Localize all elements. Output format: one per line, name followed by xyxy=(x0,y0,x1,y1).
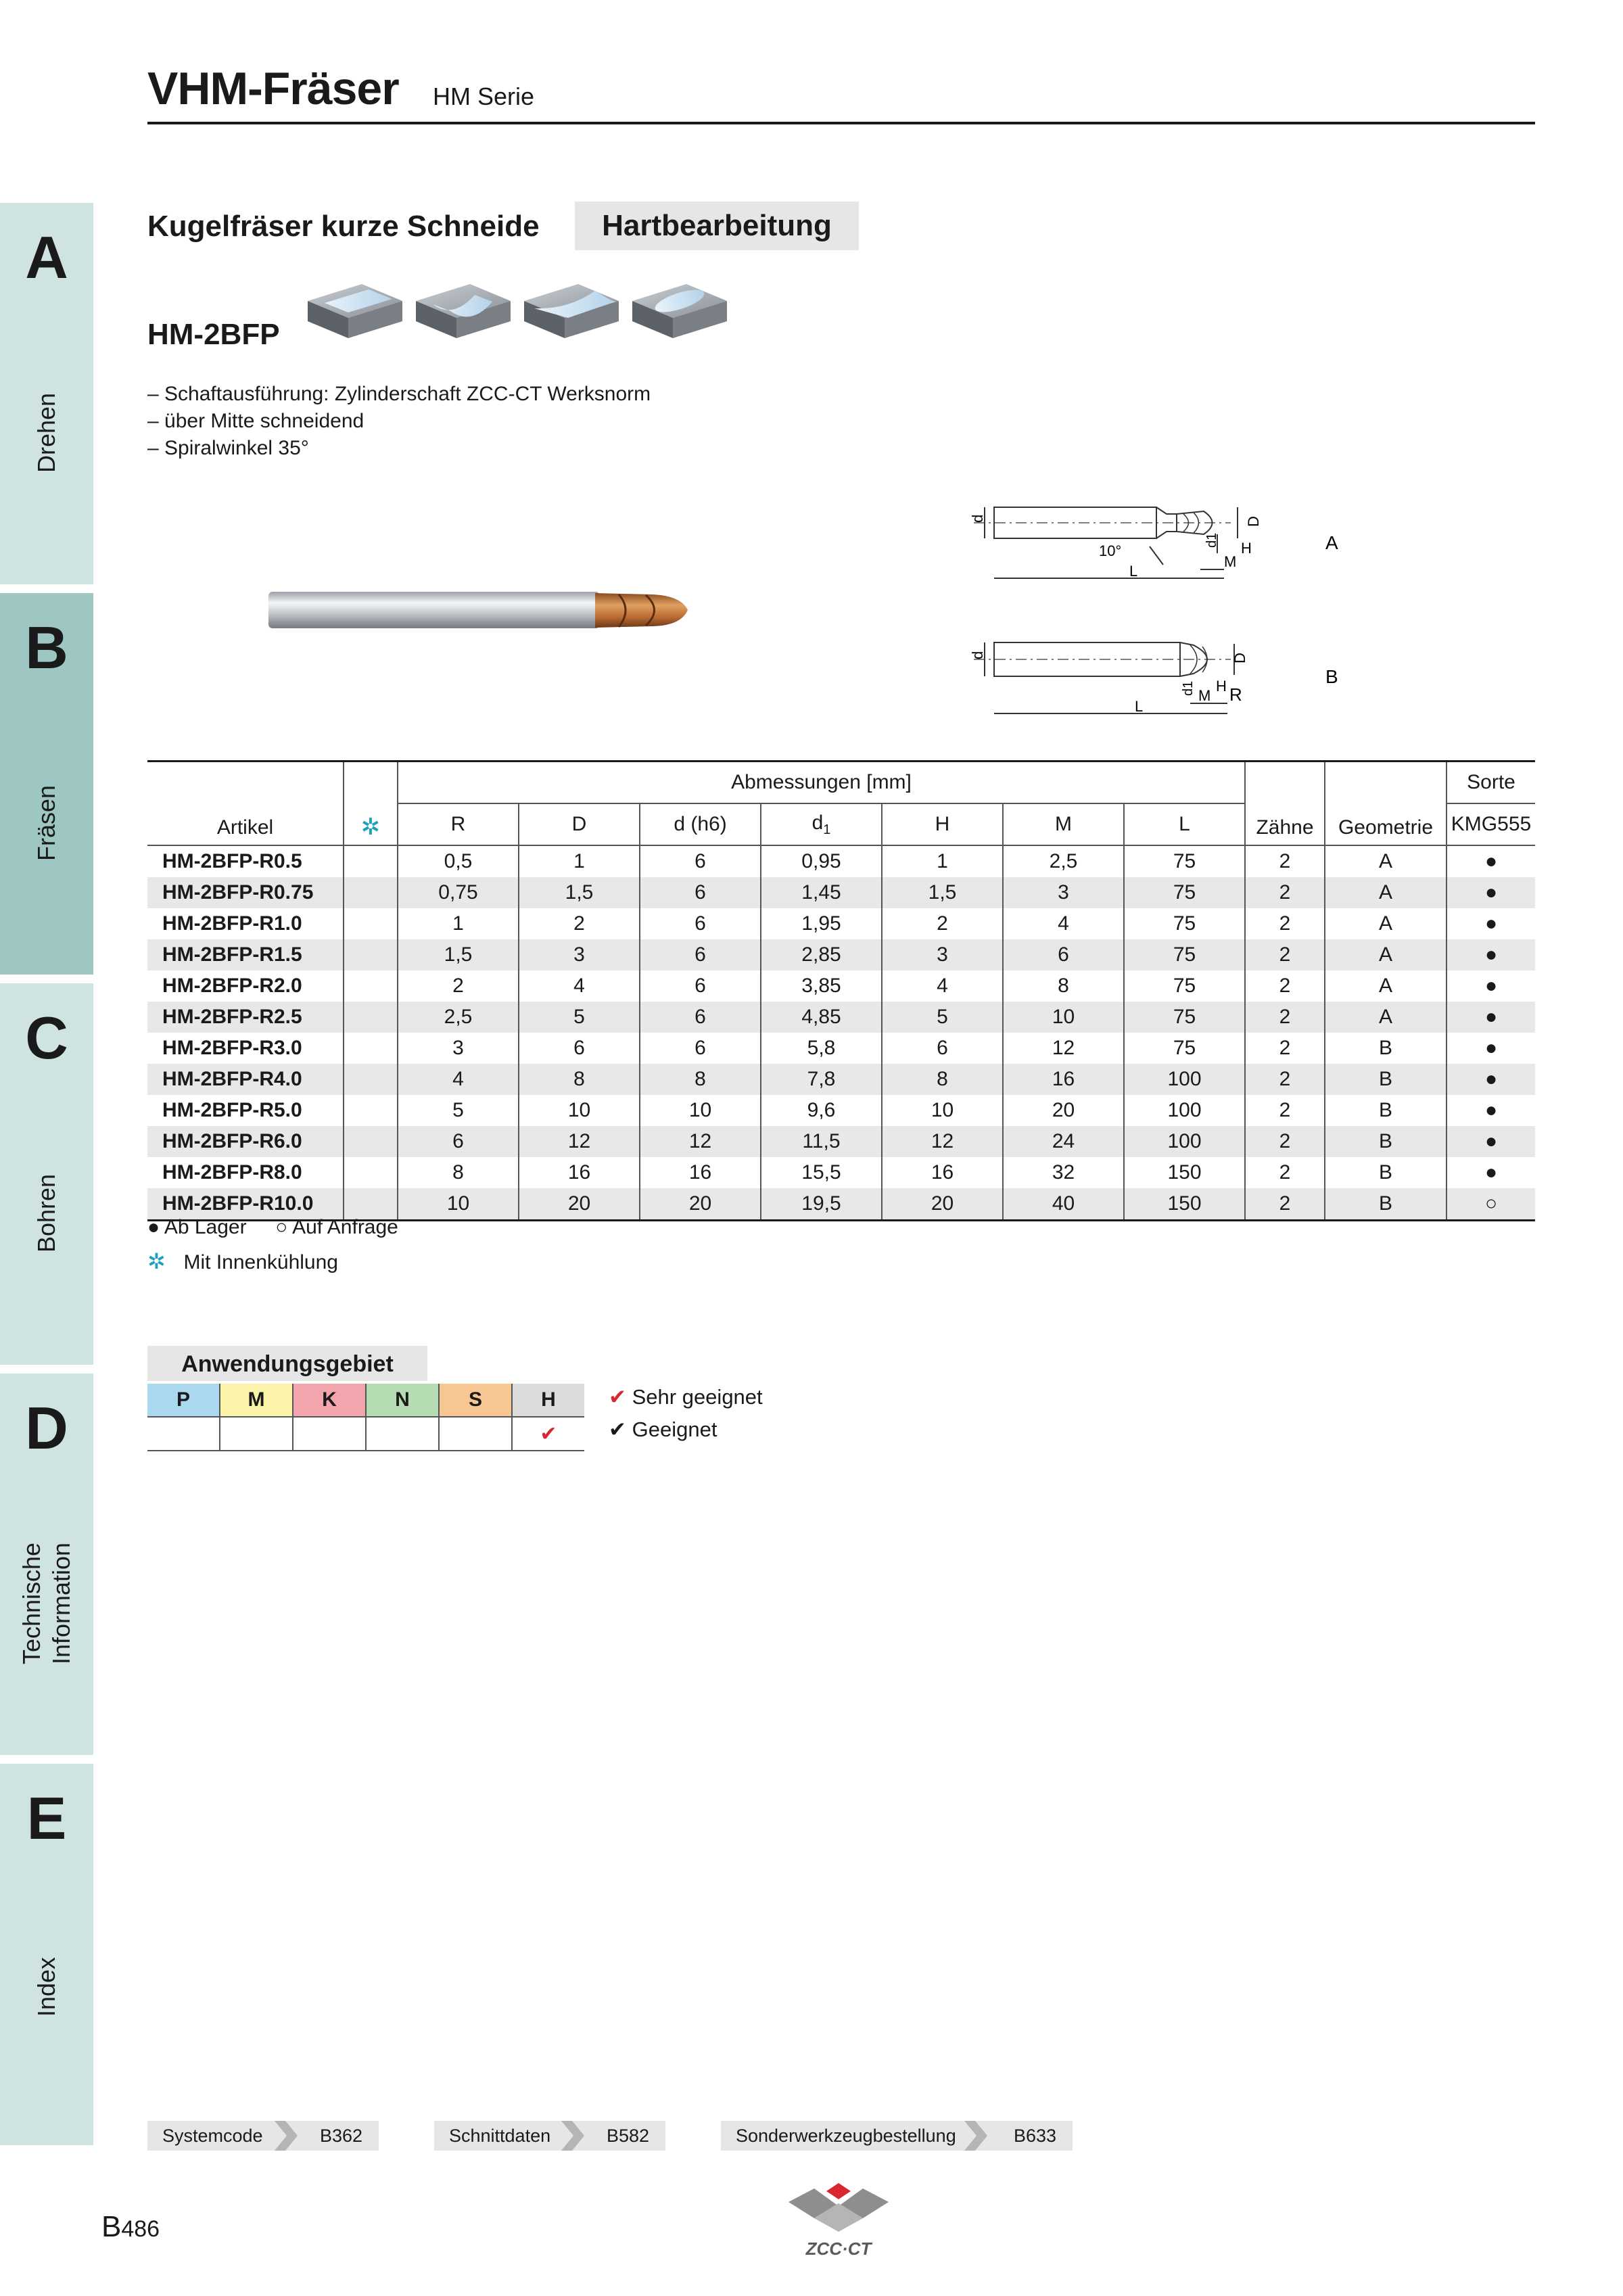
tab-letter: C xyxy=(25,1004,68,1071)
cell-m: 3 xyxy=(1003,877,1124,908)
dim-l: L xyxy=(1129,563,1138,580)
cell-r: 0,75 xyxy=(398,877,519,908)
cell-zaehne: 2 xyxy=(1245,908,1325,939)
cell-sorte: ● xyxy=(1446,877,1535,908)
cell-geometrie: A xyxy=(1325,970,1446,1002)
cell-d-upper: 1 xyxy=(519,845,640,877)
cell-r: 8 xyxy=(398,1157,519,1188)
cell-d-h6: 6 xyxy=(640,1033,761,1064)
dim-d1: d1 xyxy=(1181,680,1196,696)
cell-d-upper: 10 xyxy=(519,1095,640,1126)
suitable-label: Geeignet xyxy=(632,1418,718,1441)
stock-symbol: ● xyxy=(147,1216,160,1238)
tab-label: Bohren xyxy=(32,1173,60,1253)
availability-legend xyxy=(147,1216,398,1239)
request-symbol: ○ xyxy=(275,1216,288,1238)
dim-D: D xyxy=(1231,653,1248,663)
product-code: HM-2BFP xyxy=(147,318,280,351)
col-r: R xyxy=(398,803,519,845)
cell-h: 2 xyxy=(882,908,1003,939)
cell-sorte: ● xyxy=(1446,1064,1535,1095)
sidebar-tab-technische-information[interactable] xyxy=(0,1374,93,1755)
tool-shank xyxy=(268,592,600,628)
cell-artikel: HM-2BFP-R1.5 xyxy=(147,939,344,970)
cell-sorte: ● xyxy=(1446,1033,1535,1064)
cell-r: 10 xyxy=(398,1188,519,1221)
cell-d-h6: 20 xyxy=(640,1188,761,1221)
request-label: Auf Anfrage xyxy=(292,1216,398,1238)
header-rule xyxy=(147,122,1535,124)
table-row xyxy=(147,845,1535,877)
ref-sonderwerkzeugbestellung[interactable] xyxy=(721,2121,1073,2151)
cell-l: 75 xyxy=(1124,845,1245,877)
cell-cooling xyxy=(344,1033,398,1064)
page-prefix: B xyxy=(101,2210,122,2243)
cell-m: 4 xyxy=(1003,908,1124,939)
material-k: K xyxy=(293,1384,366,1417)
snowflake-icon: ✲ xyxy=(360,814,381,840)
cell-zaehne: 2 xyxy=(1245,1095,1325,1126)
cell-h: 5 xyxy=(882,1002,1003,1033)
page-number xyxy=(101,2210,160,2244)
cell-cooling xyxy=(344,845,398,877)
cell-d1: 3,85 xyxy=(761,970,882,1002)
tab-label-line1: Technische xyxy=(18,1542,45,1665)
cell-sorte: ● xyxy=(1446,1157,1535,1188)
cell-d-upper: 8 xyxy=(519,1064,640,1095)
cell-geometrie: A xyxy=(1325,939,1446,970)
dim-d: d xyxy=(969,514,986,523)
snowflake-icon: ✲ xyxy=(147,1249,166,1273)
cell-l: 75 xyxy=(1124,970,1245,1002)
cell-l: 75 xyxy=(1124,939,1245,970)
tab-label-line2: Information xyxy=(47,1542,75,1665)
material-p-suitability xyxy=(147,1417,220,1451)
cell-h: 10 xyxy=(882,1095,1003,1126)
cell-r: 0,5 xyxy=(398,845,519,877)
cell-geometrie: B xyxy=(1325,1095,1446,1126)
workpiece-pocket-icon xyxy=(632,284,727,338)
spec-table xyxy=(147,760,1535,1221)
stock-label: Ab Lager xyxy=(164,1216,247,1238)
col-sorte: KMG555 xyxy=(1446,803,1535,845)
cell-geometrie: A xyxy=(1325,908,1446,939)
feature-center-cutting: – über Mitte schneidend xyxy=(147,410,364,432)
col-artikel: Artikel xyxy=(147,762,344,846)
cell-h: 20 xyxy=(882,1188,1003,1221)
sidebar-tab-drehen[interactable] xyxy=(0,203,93,584)
cell-zaehne: 2 xyxy=(1245,939,1325,970)
cell-cooling xyxy=(344,1064,398,1095)
cell-h: 3 xyxy=(882,939,1003,970)
cell-d-h6: 10 xyxy=(640,1095,761,1126)
cell-cooling xyxy=(344,1002,398,1033)
col-d1: $d_1$ xyxy=(761,803,882,845)
cell-m: 24 xyxy=(1003,1126,1124,1157)
legend-very-suitable xyxy=(609,1385,763,1409)
cell-zaehne: 2 xyxy=(1245,1002,1325,1033)
ref-code: B362 xyxy=(319,2126,362,2146)
cell-d1: 7,8 xyxy=(761,1064,882,1095)
cell-m: 16 xyxy=(1003,1064,1124,1095)
cell-h: 1,5 xyxy=(882,877,1003,908)
cell-artikel: HM-2BFP-R10.0 xyxy=(147,1188,344,1221)
cell-artikel: HM-2BFP-R2.5 xyxy=(147,1002,344,1033)
cell-d-h6: 16 xyxy=(640,1157,761,1188)
sidebar-tab-fraesen[interactable] xyxy=(0,593,93,975)
cell-artikel: HM-2BFP-R3.0 xyxy=(162,1037,302,1059)
cell-d-upper: 12 xyxy=(519,1126,640,1157)
cell-artikel: HM-2BFP-R4.0 xyxy=(147,1064,344,1095)
cell-zaehne: 2 xyxy=(1245,1157,1325,1188)
cell-sorte: ● xyxy=(1446,939,1535,970)
table-row xyxy=(147,1095,1535,1126)
cell-m: 8 xyxy=(1003,970,1124,1002)
cell-d1: 19,5 xyxy=(761,1188,882,1221)
cell-d-h6: 6 xyxy=(640,970,761,1002)
cell-d1: 4,85 xyxy=(761,1002,882,1033)
ref-code: B582 xyxy=(606,2126,649,2146)
cell-h: 6 xyxy=(882,1033,1003,1064)
tab-label: Drehen xyxy=(32,392,60,473)
zcc-ct-logo xyxy=(784,2179,893,2260)
cell-sorte: ● xyxy=(1446,1126,1535,1157)
cell-d-upper: 5 xyxy=(519,1002,640,1033)
dim-D: D xyxy=(1245,516,1262,527)
cell-geometrie: A xyxy=(1325,845,1446,877)
chevron-right-icon xyxy=(561,2121,586,2151)
workpiece-groove-icon xyxy=(524,284,619,338)
ref-label: Systemcode xyxy=(162,2126,263,2146)
tab-letter: E xyxy=(26,1785,67,1852)
cell-l: 100 xyxy=(1124,1095,1245,1126)
tab-label: Fräsen xyxy=(32,784,60,862)
cell-cooling xyxy=(344,970,398,1002)
check-black-icon: ✔ xyxy=(609,1418,626,1441)
col-zaehne: Zähne xyxy=(1245,762,1325,846)
table-row xyxy=(147,1002,1535,1033)
table-row xyxy=(147,877,1535,908)
table-row xyxy=(147,970,1535,1002)
cell-d-upper: 20 xyxy=(519,1188,640,1221)
cell-m: 40 xyxy=(1003,1188,1124,1221)
cell-artikel: HM-2BFP-R6.0 xyxy=(147,1126,344,1157)
cell-l: 75 xyxy=(1124,1002,1245,1033)
cell-d-h6: 6 xyxy=(640,845,761,877)
cell-geometrie: A xyxy=(1325,877,1446,908)
cell-l: 150 xyxy=(1124,1157,1245,1188)
legend-suitable xyxy=(609,1418,717,1442)
table-row xyxy=(147,1157,1535,1188)
cell-r: 1 xyxy=(398,908,519,939)
dim-m: M xyxy=(1224,553,1237,570)
cell-cooling xyxy=(344,1126,398,1157)
dim-m: M xyxy=(1198,687,1211,704)
cell-cooling xyxy=(344,1157,398,1188)
drawing-a-label: A xyxy=(1325,532,1338,553)
material-h: H xyxy=(512,1384,584,1417)
check-red-icon: ✔ xyxy=(609,1385,626,1409)
cell-zaehne: 2 xyxy=(1245,1033,1325,1064)
cell-artikel: HM-2BFP-R0.75 xyxy=(147,877,344,908)
sidebar-tab-bohren[interactable] xyxy=(0,983,93,1365)
cell-cooling xyxy=(344,877,398,908)
cell-d1: 1,45 xyxy=(761,877,882,908)
col-d-h6: d (h6) xyxy=(640,803,761,845)
feature-helix-angle: – Spiralwinkel 35° xyxy=(147,437,309,459)
tab-label xyxy=(17,1543,76,1664)
cell-d1: 15,5 xyxy=(761,1157,882,1188)
cell-artikel: HM-2BFP-R2.0 xyxy=(162,975,302,997)
cell-cooling xyxy=(344,939,398,970)
group-header-abmessungen: Abmessungen [mm] xyxy=(398,762,1245,804)
cell-d-h6: 6 xyxy=(640,1002,761,1033)
tab-label: Index xyxy=(32,1957,60,2017)
application-title: Anwendungsgebiet xyxy=(147,1346,427,1381)
ref-label: Schnittdaten xyxy=(449,2126,551,2146)
cell-r: 6 xyxy=(398,1126,519,1157)
sidebar-tab-index[interactable] xyxy=(0,1764,93,2145)
cell-d-upper: 2 xyxy=(519,908,640,939)
cell-artikel: HM-2BFP-R5.0 xyxy=(162,1099,302,1121)
cell-l: 100 xyxy=(1124,1064,1245,1095)
cell-geometrie: B xyxy=(1325,1064,1446,1095)
cell-r: 3 xyxy=(398,1033,519,1064)
cell-h: 1 xyxy=(882,845,1003,877)
cell-zaehne: 2 xyxy=(1245,1188,1325,1221)
cell-sorte: ● xyxy=(1446,970,1535,1002)
material-table xyxy=(147,1384,584,1451)
cell-m: 6 xyxy=(1003,939,1124,970)
cell-h: 8 xyxy=(882,1064,1003,1095)
ref-schnittdaten[interactable] xyxy=(434,2121,665,2151)
cell-d-h6: 8 xyxy=(640,1064,761,1095)
cell-d1: 11,5 xyxy=(761,1126,882,1157)
cell-d-h6: 12 xyxy=(640,1126,761,1157)
col-m: M xyxy=(1003,803,1124,845)
material-h-suitability: ✔ xyxy=(512,1417,584,1451)
cell-m: 2,5 xyxy=(1003,845,1124,877)
tab-letter: B xyxy=(25,614,68,681)
cell-d-upper: 3 xyxy=(519,939,640,970)
cell-sorte: ● xyxy=(1446,1095,1535,1126)
chevron-right-icon xyxy=(275,2121,299,2151)
material-p: P xyxy=(147,1384,220,1417)
very-suitable-label: Sehr geeignet xyxy=(632,1385,763,1409)
dim-angle: 10° xyxy=(1099,542,1122,559)
drawing-a xyxy=(960,494,1339,588)
cell-m: 12 xyxy=(1003,1033,1124,1064)
cooling-legend xyxy=(147,1248,338,1274)
cell-m: 32 xyxy=(1003,1157,1124,1188)
dim-h: H xyxy=(1241,540,1252,557)
dim-r: R xyxy=(1229,684,1242,705)
table-row xyxy=(147,1064,1535,1095)
dim-l: L xyxy=(1135,698,1144,715)
workpiece-shoulder-icon xyxy=(308,284,402,338)
machining-badge: Hartbearbeitung xyxy=(575,202,859,250)
material-n: N xyxy=(366,1384,439,1417)
cell-artikel: HM-2BFP-R0.5 xyxy=(162,850,302,872)
cell-d-h6: 6 xyxy=(640,908,761,939)
cell-d-upper: 16 xyxy=(519,1157,640,1188)
material-m: M xyxy=(220,1384,293,1417)
feature-shank: – Schaftausführung: Zylinderschaft ZCC-CT Werksnorm xyxy=(147,383,651,405)
tab-letter: D xyxy=(25,1395,68,1461)
drawing-b-label: B xyxy=(1325,666,1338,687)
tool-head xyxy=(595,593,688,628)
cell-geometrie: B xyxy=(1325,1033,1446,1064)
workpiece-slot-icon xyxy=(416,284,511,338)
col-cooling xyxy=(344,762,398,846)
cooling-label: Mit Innenkühlung xyxy=(183,1251,338,1273)
cell-r: 5 xyxy=(398,1095,519,1126)
cell-d1: 9,6 xyxy=(761,1095,882,1126)
cell-sorte: ○ xyxy=(1446,1188,1535,1221)
cell-d-upper: 1,5 xyxy=(519,877,640,908)
table-row xyxy=(147,1033,1535,1064)
cell-r: 2 xyxy=(398,970,519,1002)
drawing-b xyxy=(960,629,1339,724)
cell-r: 1,5 xyxy=(398,939,519,970)
cell-zaehne: 2 xyxy=(1245,1064,1325,1095)
cell-geometrie: B xyxy=(1325,1157,1446,1188)
page-number-value: 486 xyxy=(121,2216,160,2242)
cell-l: 100 xyxy=(1124,1126,1245,1157)
dim-d: d xyxy=(969,651,986,659)
cell-geometrie: B xyxy=(1325,1126,1446,1157)
chevron-right-icon xyxy=(964,2121,989,2151)
cell-h: 4 xyxy=(882,970,1003,1002)
cell-d1: 1,95 xyxy=(761,908,882,939)
cell-geometrie: B xyxy=(1325,1188,1446,1221)
cell-r: 2,5 xyxy=(398,1002,519,1033)
section-subtitle: Kugelfräser kurze Schneide xyxy=(147,210,540,243)
cell-zaehne: 2 xyxy=(1245,970,1325,1002)
cell-d-upper: 6 xyxy=(519,1033,640,1064)
dim-h: H xyxy=(1216,678,1227,695)
material-m-suitability xyxy=(220,1417,293,1451)
cell-d-upper: 4 xyxy=(519,970,640,1002)
cell-zaehne: 2 xyxy=(1245,1126,1325,1157)
table-row xyxy=(147,939,1535,970)
material-s-suitability xyxy=(439,1417,512,1451)
material-n-suitability xyxy=(366,1417,439,1451)
cell-sorte: ● xyxy=(1446,845,1535,877)
cell-m: 10 xyxy=(1003,1002,1124,1033)
cell-r: 4 xyxy=(398,1064,519,1095)
cell-sorte: ● xyxy=(1446,1002,1535,1033)
cell-d1: 2,85 xyxy=(761,939,882,970)
material-s: S xyxy=(439,1384,512,1417)
tool-photo xyxy=(267,585,700,636)
cell-geometrie: A xyxy=(1325,1002,1446,1033)
cell-l: 150 xyxy=(1124,1188,1245,1221)
ref-code: B633 xyxy=(1013,2126,1056,2146)
table-row xyxy=(147,908,1535,939)
cell-zaehne: 2 xyxy=(1245,877,1325,908)
cell-cooling xyxy=(344,908,398,939)
cell-d-h6: 6 xyxy=(640,939,761,970)
col-l: L xyxy=(1124,803,1245,845)
tab-letter: A xyxy=(25,224,68,291)
page-title: VHM-Fräser xyxy=(147,63,399,114)
cell-m: 20 xyxy=(1003,1095,1124,1126)
cell-h: 12 xyxy=(882,1126,1003,1157)
cell-d1: 5,8 xyxy=(761,1033,882,1064)
cell-cooling xyxy=(344,1095,398,1126)
cell-l: 75 xyxy=(1124,1033,1245,1064)
col-geometrie: Geometrie xyxy=(1325,762,1446,846)
col-h: H xyxy=(882,803,1003,845)
workpiece-icons xyxy=(304,271,737,352)
cell-artikel: HM-2BFP-R1.0 xyxy=(162,912,302,935)
ref-systemcode[interactable] xyxy=(147,2121,379,2151)
cell-d1: 0,95 xyxy=(761,845,882,877)
dim-d1: d1 xyxy=(1204,532,1219,548)
cell-zaehne: 2 xyxy=(1245,845,1325,877)
logo-text: ZCC·CT xyxy=(805,2239,872,2259)
cell-d-h6: 6 xyxy=(640,877,761,908)
cell-h: 16 xyxy=(882,1157,1003,1188)
material-k-suitability xyxy=(293,1417,366,1451)
col-d-upper: D xyxy=(519,803,640,845)
table-row xyxy=(147,1126,1535,1157)
ref-label: Sonderwerkzeugbestellung xyxy=(736,2126,956,2146)
cell-l: 75 xyxy=(1124,877,1245,908)
cell-artikel: HM-2BFP-R8.0 xyxy=(162,1161,302,1184)
cell-l: 75 xyxy=(1124,908,1245,939)
group-header-sorte: Sorte xyxy=(1446,762,1535,804)
cell-sorte: ● xyxy=(1446,908,1535,939)
series-label: HM Serie xyxy=(433,83,535,110)
